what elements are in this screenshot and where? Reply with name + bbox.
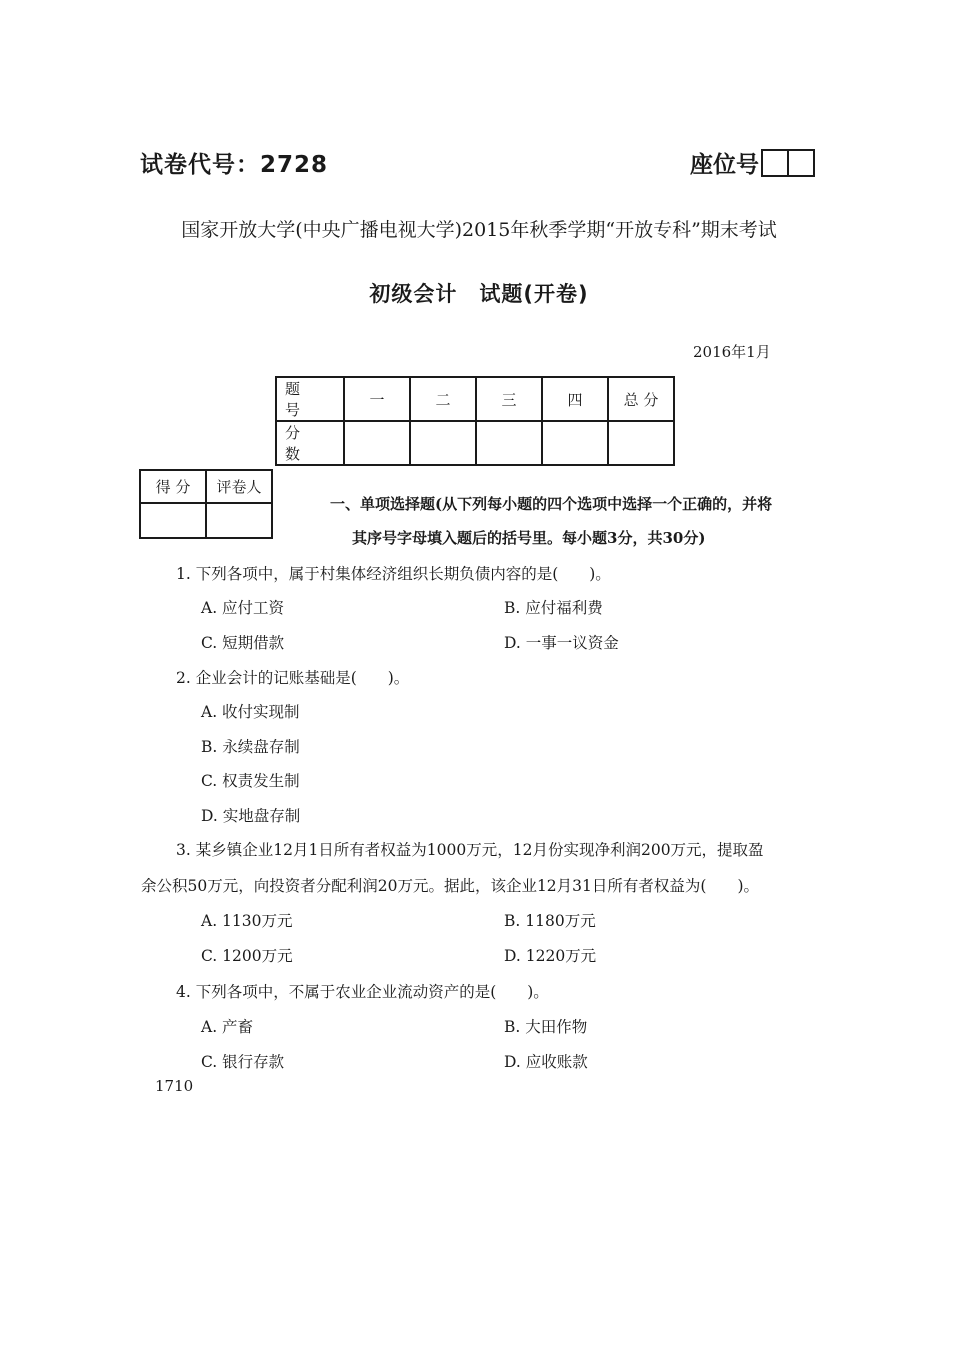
option: D. 实地盘存制 xyxy=(201,807,301,825)
option: D. 1220万元 xyxy=(504,947,597,965)
score-table-col: 一 xyxy=(344,377,410,421)
university-line: 国家开放大学(中央广播电视大学)2015年秋季学期“开放专科”期末考试 xyxy=(181,219,777,241)
option: D. 应收账款 xyxy=(504,1053,588,1071)
option: A. 收付实现制 xyxy=(201,703,300,721)
question-stem: 1. 下列各项中，属于村集体经济组织长期负债内容的是( )。 xyxy=(176,565,611,583)
exam-code: 试卷代号：2728 xyxy=(140,152,329,178)
page-number: 1710 xyxy=(155,1077,194,1095)
exam-date: 2016年1月 xyxy=(693,343,771,361)
score-cell xyxy=(542,421,608,465)
question-stem: 2. 企业会计的记账基础是( )。 xyxy=(176,669,410,687)
seat-boxes xyxy=(761,149,815,177)
option: C. 短期借款 xyxy=(201,634,285,652)
option: C. 1200万元 xyxy=(201,947,293,965)
score-table-col: 三 xyxy=(476,377,542,421)
score-table-row-label: 分 数 xyxy=(276,421,344,465)
score-table xyxy=(275,376,675,466)
option: B. 1180万元 xyxy=(504,912,596,930)
option: B. 大田作物 xyxy=(504,1018,588,1036)
score-table-row-label: 题 号 xyxy=(276,377,344,421)
grader-name-cell xyxy=(206,503,272,538)
section-title: 一、单项选择题(从下列每小题的四个选项中选择一个正确的，并将 xyxy=(330,495,773,513)
score-table-col: 四 xyxy=(542,377,608,421)
seat-number xyxy=(690,146,815,179)
option: A. 1130万元 xyxy=(201,912,293,930)
grader-score-label: 得 分 xyxy=(140,470,206,503)
score-cell xyxy=(410,421,476,465)
option: A. 产畜 xyxy=(201,1018,254,1036)
option: C. 权责发生制 xyxy=(201,772,300,790)
score-cell xyxy=(344,421,410,465)
grader-name-label: 评卷人 xyxy=(206,470,272,503)
exam-title: 初级会计 试题(开卷) xyxy=(369,282,589,306)
option: A. 应付工资 xyxy=(201,599,285,617)
score-cell xyxy=(608,421,674,465)
score-table-col: 二 xyxy=(410,377,476,421)
option: C. 银行存款 xyxy=(201,1053,285,1071)
seat-label: 座位号 xyxy=(690,152,759,178)
option: B. 应付福利费 xyxy=(504,599,603,617)
score-table-header-row xyxy=(276,377,674,421)
seat-box xyxy=(763,151,787,175)
score-table-col: 总 分 xyxy=(608,377,674,421)
section-title-continued: 其序号字母填入题后的括号里。每小题3分，共30分) xyxy=(352,529,706,547)
grader-score-cell xyxy=(140,503,206,538)
question-stem-continued: 余公积50万元，向投资者分配利润20万元。据此，该企业12月31日所有者权益为( )。 xyxy=(141,877,759,895)
option: B. 永续盘存制 xyxy=(201,738,300,756)
option: D. 一事一议资金 xyxy=(504,634,619,652)
grader-table xyxy=(139,469,273,539)
seat-box xyxy=(787,151,813,175)
question-stem: 4. 下列各项中，不属于农业企业流动资产的是( )。 xyxy=(176,983,549,1001)
score-table-score-row xyxy=(276,421,674,465)
score-cell xyxy=(476,421,542,465)
question-stem: 3. 某乡镇企业12月1日所有者权益为1000万元，12月份实现净利润200万元，提取盈 xyxy=(176,841,764,859)
